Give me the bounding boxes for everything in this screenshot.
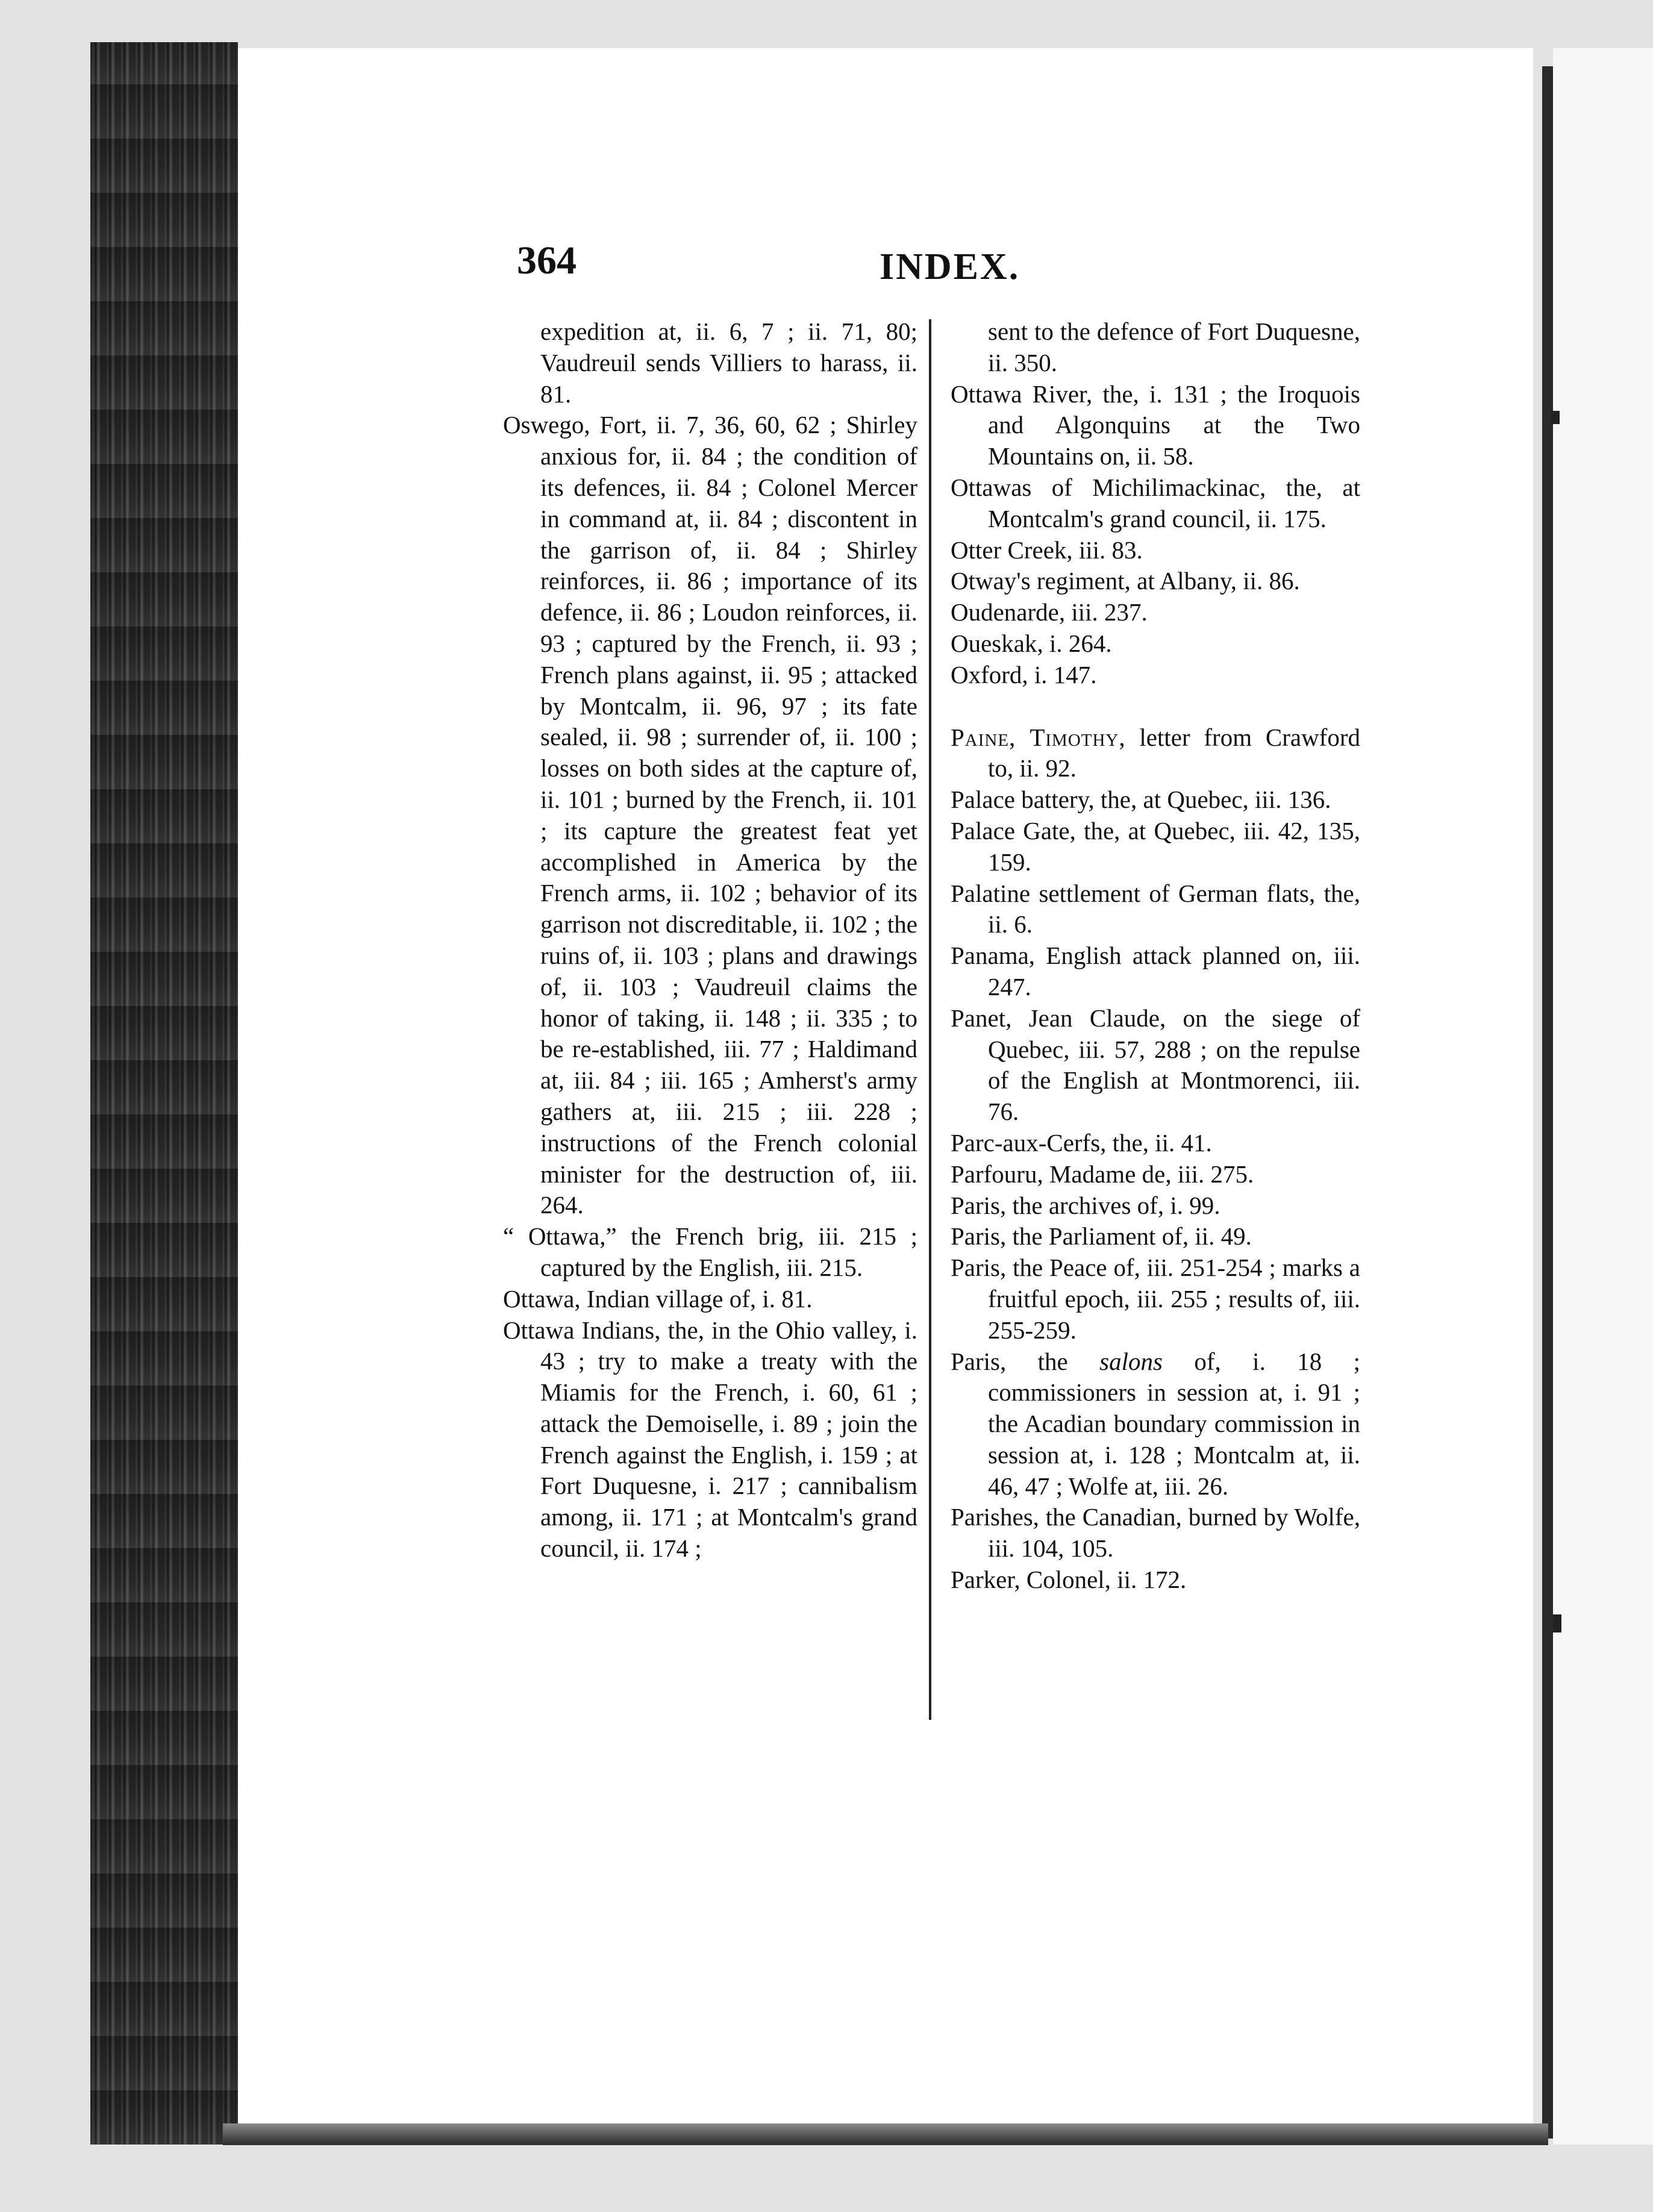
index-entry: [951, 816, 1360, 878]
entry-text: of, i. 18 ; commissioners in session at, i. 91 ; the Acadian boundary commission in session at, i. 128 ; Montcalm at, ii. 46, 47 ; Wolfe at, iii. 26.: [988, 1347, 1361, 1500]
index-entry: [503, 1315, 917, 1564]
index-entry: [951, 1003, 1360, 1128]
column-divider: [929, 319, 931, 1720]
entry-text: Palace Gate, the, at Quebec, iii. 42, 135, 159.: [951, 816, 1360, 876]
index-entry: [951, 660, 1360, 691]
index-entry: [951, 784, 1360, 816]
index-entry: [951, 1502, 1360, 1564]
page-bottom-shadow: [223, 2123, 1548, 2145]
index-entry: [503, 410, 917, 1221]
entry-text: Parfouru, Madame de, iii. 275.: [951, 1160, 1254, 1188]
entry-text: Oudenarde, iii. 237.: [951, 598, 1148, 626]
facing-page-margin: [1553, 48, 1653, 2145]
entry-text: Parc-aux-Cerfs, the, ii. 41.: [951, 1128, 1212, 1157]
index-entry: [951, 1346, 1360, 1502]
running-head: INDEX.: [880, 246, 1020, 287]
index-entry: [951, 1159, 1360, 1190]
entry-text: Paris, the Parliament of, ii. 49.: [951, 1222, 1252, 1251]
entry-text: Paris, the archives of, i. 99.: [951, 1191, 1220, 1219]
entry-lead-text: Paris, the: [951, 1347, 1100, 1375]
index-entry-continuation: [503, 316, 917, 410]
index-entry: [951, 628, 1360, 660]
entry-text: “ Ottawa,” the French brig, iii. 215 ; captured by the English, iii. 215.: [503, 1222, 917, 1281]
index-column-left: [503, 316, 917, 1564]
entry-text: Panama, English attack planned on, iii. 247.: [951, 942, 1360, 1001]
entry-text: expedition at, ii. 6, 7 ; ii. 71, 80; Vaudreuil sends Villiers to harass, ii. 81.: [540, 317, 917, 408]
index-entry: [951, 1190, 1360, 1222]
entry-text: Oxford, i. 147.: [951, 660, 1097, 689]
entry-heading-small-caps: Paine, Timothy,: [951, 723, 1126, 751]
index-entry: [951, 535, 1360, 566]
entry-text: Panet, Jean Claude, on the siege of Quebec, iii. 57, 288 ; on the repulse of the English at Montmorenci, iii. 76.: [951, 1004, 1360, 1126]
index-entry: [951, 1564, 1360, 1596]
margin-mark: [1553, 1614, 1561, 1632]
entry-text: Paris, the Peace of, iii. 251-254 ; marks a fruitful epoch, iii. 255 ; results of, iii. 255-259.: [951, 1254, 1360, 1344]
index-entry-continuation: [951, 316, 1360, 379]
index-entry: [951, 597, 1360, 628]
index-entry: [951, 1252, 1360, 1346]
entry-text: Oswego, Fort, ii. 7, 36, 60, 62 ; Shirley anxious for, ii. 84 ; the condition of its defences, ii. 84 ; Colonel Mercer in command at, ii. 84 ; discontent in the garrison of, ii. 84 ; Shirley reinforces, ii. 86 ; importance of its defence, ii. 86 ; Loudon reinforces, ii. 93 ; captured by the French, ii. 93 ; French plans against, ii. 95 ; attacked by Montcalm, ii. 96, 97 ; its fate sealed, ii. 98 ; surrender of, ii. 100 ; losses on both sides at the capture of, ii. 101 ; burned by the French, ii. 101 ; its capture the greatest feat yet accomplished in America by the French arms, ii. 102 ; behavior of its garrison not discreditable, ii. 102 ; the ruins of, ii. 103 ; plans and drawings of, ii. 103 ; Vaudreuil claims the honor of taking, ii. 148 ; ii. 335 ; to be re-established, iii. 77 ; Haldimand at, iii. 84 ; iii. 165 ; Amherst's army gathers at, iii. 215 ; iii. 228 ; instructions of the French colonial minister for the destruction of, iii. 264.: [503, 411, 917, 1219]
entry-text: Ottawa, Indian village of, i. 81.: [503, 1284, 813, 1313]
page-number: 364: [517, 239, 577, 283]
letter-section-gap: [951, 691, 1360, 722]
margin-mark: [1551, 411, 1560, 424]
book-fore-edge: [90, 42, 238, 2145]
index-entry: [951, 1128, 1360, 1159]
index-entry: [951, 940, 1360, 1003]
index-entry: [951, 1221, 1360, 1252]
page-gutter-rule: [1542, 66, 1553, 2139]
index-entry: [951, 379, 1360, 472]
index-entry: [951, 566, 1360, 597]
entry-text: Ottawa Indians, the, in the Ohio valley, i. 43 ; try to make a treaty with the Miamis for the French, i. 60, 61 ; attack the Demoiselle, i. 89 ; join the French against the English, i. 159 ; at Fort Duquesne, i. 217 ; cannibalism among, ii. 171 ; at Montcalm's grand council, ii. 174 ;: [503, 1316, 917, 1563]
entry-text: Otter Creek, iii. 83.: [951, 536, 1143, 564]
entry-text: Palace battery, the, at Quebec, iii. 136.: [951, 786, 1331, 814]
index-entry: [503, 1221, 917, 1284]
entry-text: letter from Crawford to, ii. 92.: [988, 723, 1360, 783]
entry-text: Parker, Colonel, ii. 172.: [951, 1566, 1187, 1594]
index-entry: [951, 722, 1360, 785]
entry-text: Ottawa River, the, i. 131 ; the Iroquois and Algonquins at the Two Mountains on, ii. 58.: [951, 380, 1360, 470]
entry-text: Ottawas of Michilimackinac, the, at Montcalm's grand council, ii. 175.: [951, 473, 1360, 533]
index-column-right: [951, 316, 1360, 1596]
entry-text: Palatine settlement of German flats, the, ii. 6.: [951, 879, 1360, 939]
entry-text: Otway's regiment, at Albany, ii. 86.: [951, 567, 1300, 595]
entry-text: Parishes, the Canadian, burned by Wolfe, iii. 104, 105.: [951, 1503, 1360, 1563]
entry-text: Oueskak, i. 264.: [951, 629, 1112, 657]
index-entry: [951, 472, 1360, 535]
entry-text: sent to the defence of Fort Duquesne, ii. 350.: [988, 317, 1360, 376]
index-entry: [951, 878, 1360, 941]
index-entry: [503, 1284, 917, 1315]
entry-italic-term: salons: [1099, 1347, 1163, 1375]
